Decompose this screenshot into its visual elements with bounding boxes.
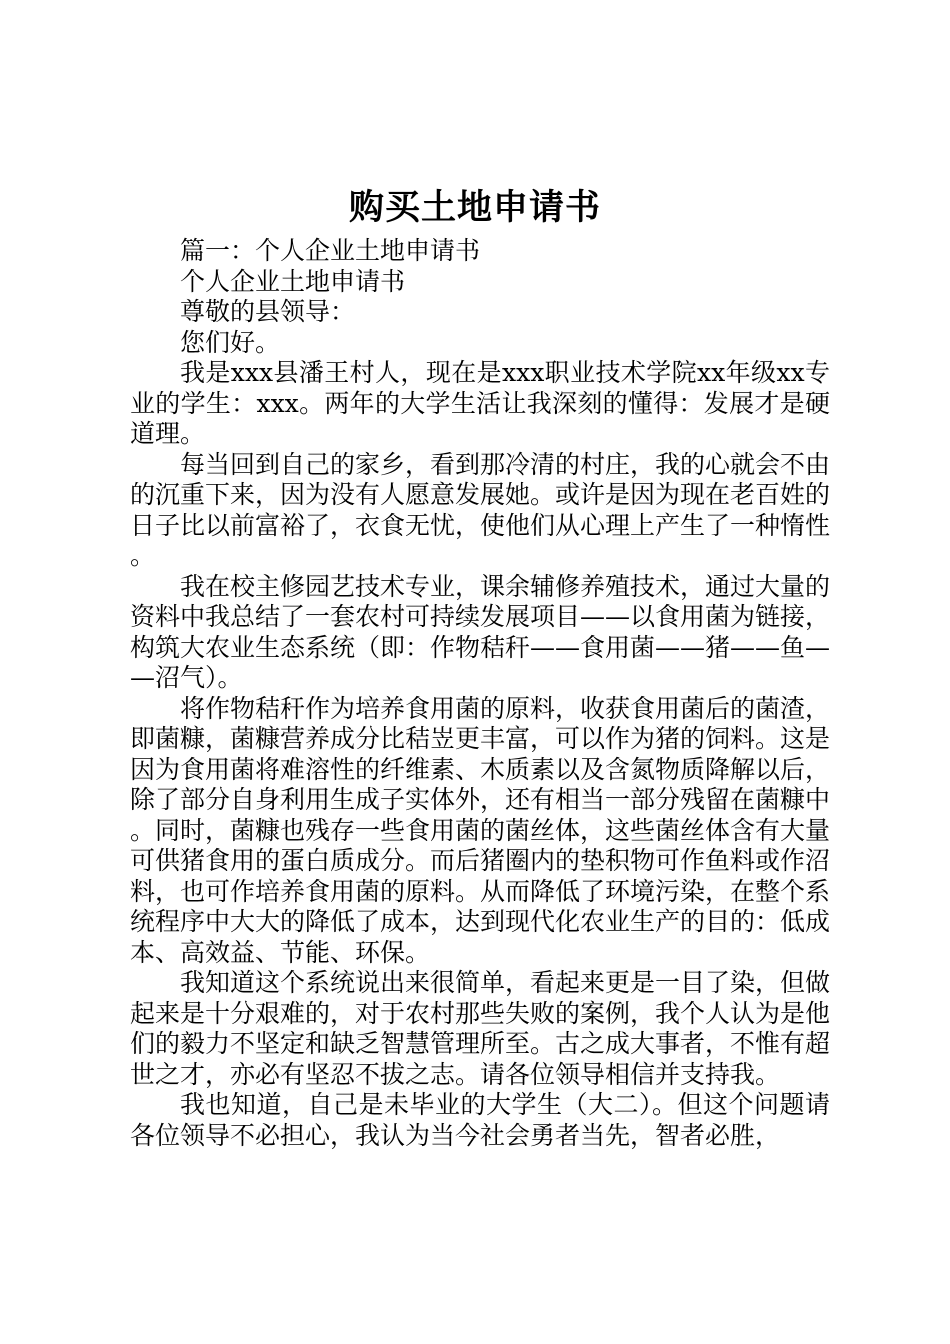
document-title: 购买土地申请书	[348, 187, 601, 228]
salutation: 尊敬的县领导：	[180, 297, 356, 326]
body-paragraph: 我在校主修园艺技术专业，课余辅修养殖技术，通过大量的资料中我总结了一套农村可持续发展项目——以食用菌为链接，构筑大农业生态系统（即：作物秸秆——食用菌——猪——鱼——沼气）。	[130, 571, 831, 692]
letter-heading: 个人企业土地申请书	[180, 266, 406, 296]
body-paragraph: 我是xxx县潘王村人，现在是xxx职业技术学院xx年级xx专业的学生：xxx。两年的大学生活让我深刻的懂得：发展才是硬道理。	[130, 358, 830, 448]
body-paragraph: 我也知道，自己是未毕业的大学生（大二）。但这个问题请各位领导不必担心，我认为当今社会勇者当先，智者必胜，	[130, 1090, 830, 1150]
document-body	[130, 236, 830, 1151]
body-paragraph: 我知道这个系统说出来很简单，看起来更是一目了染，但做起来是十分艰难的，对于农村那些失败的案例，我个人认为是他们的毅力不坚定和缺乏智慧管理所至。古之成大事者，不惟有超世之才，亦必有坚忍不拔之志。请各位领导相信并支持我。	[130, 968, 831, 1089]
greeting: 您们好。	[180, 327, 281, 357]
body-paragraph: 将作物秸秆作为培养食用菌的原料，收获食用菌后的菌渣，即菌糠，菌糠营养成分比秸岦更丰富，可以作为猪的饲料。这是因为食用菌将难溶性的纤维素、木质素以及含氮物质降解以后，除了部分自身利用生成子实体外，还有相当一部分残留在菌糠中。同时，菌糠也残存一些食用菌的菌丝体，这些菌丝体含有大量可供猪食用的蛋白质成分。而后猪圈内的垫积物可作鱼料或作沼料，也可作培养食用菌的原料。从而降低了环境污染，在整个系统程序中大大的降低了成本，达到现代化农业生产的目的：低成本、高效益、节能、环保。	[130, 693, 831, 967]
body-paragraph: 每当回到自己的家乡，看到那冷清的村庄，我的心就会不由的沉重下来，因为没有人愿意发展她。或许是因为现在老百姓的日子比以前富裕了，衣食无忧，使他们从心理上产生了一种惰性。	[130, 449, 831, 570]
section-heading: 篇一：个人企业土地申请书	[180, 236, 481, 265]
